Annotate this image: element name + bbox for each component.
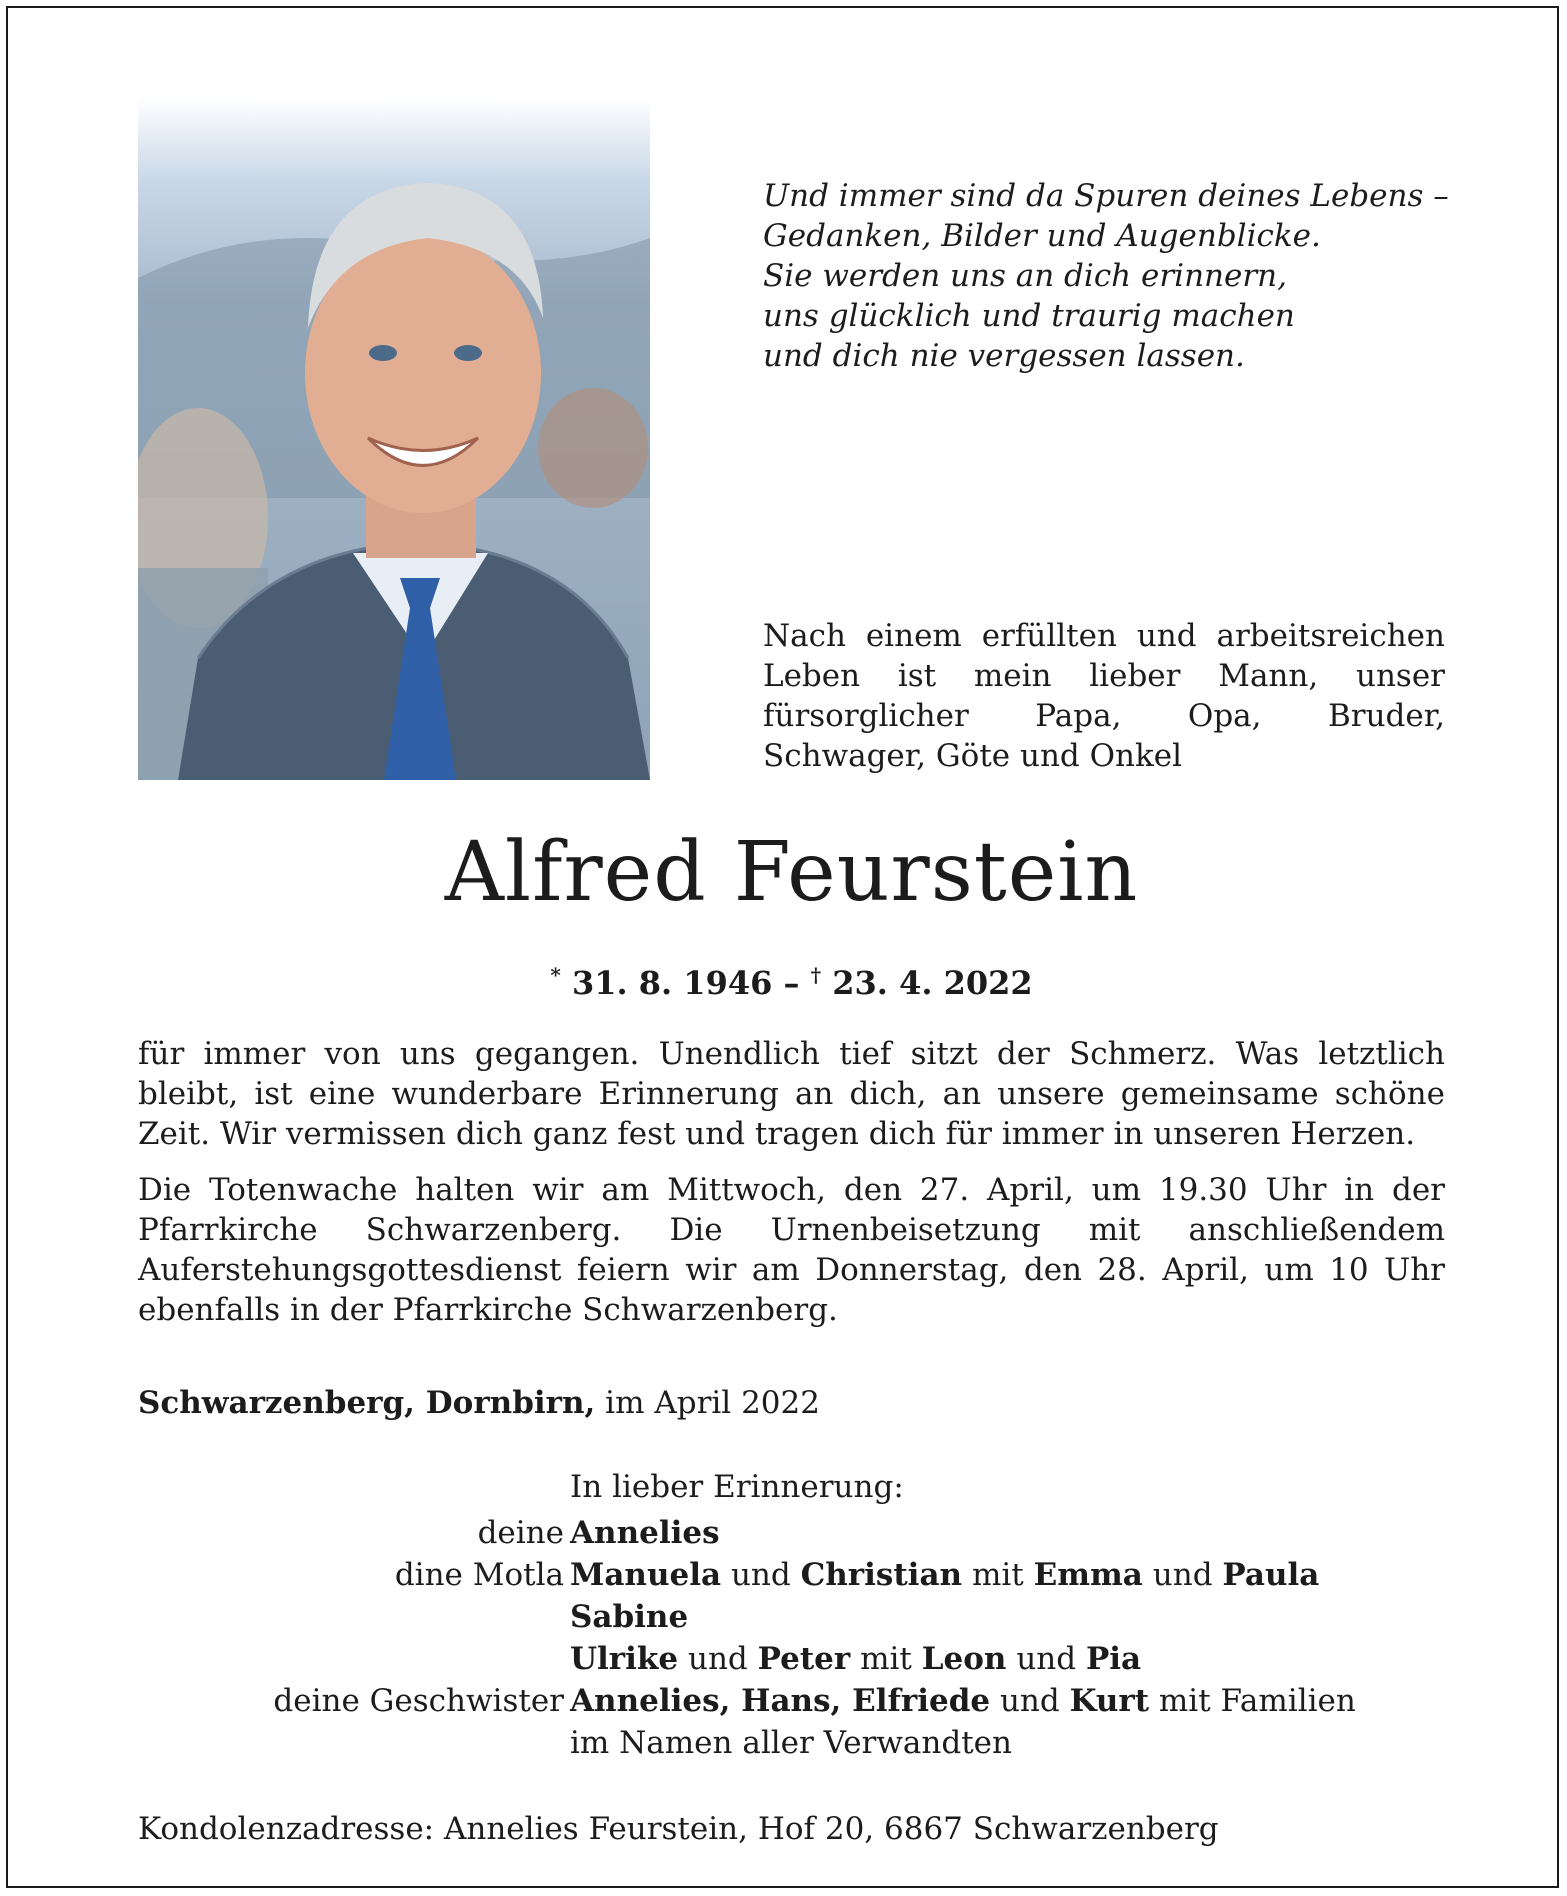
memorial-poem [763,176,1483,376]
mourner-names [570,1680,1356,1722]
intro-text: Nach einem erfüllten und arbeitsreichen Leben ist mein lieber Mann, unser fürsorglicher Papa, Opa, Bruder, Schwager, Göte und Onkel [763,618,1445,774]
mourner-name: Pia [1085,1641,1142,1677]
mourner-name: Manuela [570,1557,722,1593]
place-and-date [138,1383,820,1423]
mourner-name: Peter [757,1641,851,1677]
portrait-illustration [138,98,650,780]
birth-date: 31. 8. 1946 [571,964,773,1002]
date-separator: – [783,964,800,1002]
place-date: im April 2022 [605,1385,820,1421]
poem-line: und dich nie vergessen lassen. [763,338,1245,374]
mourner-names [570,1638,1141,1680]
obituary-frame [6,6,1559,1888]
death-symbol: † [810,963,822,987]
portrait-photo [138,98,650,780]
mourner-names [570,1596,688,1638]
deceased-name: Alfred Feurstein [444,825,1139,920]
mourner-name: Annelies, Hans, Elfriede [570,1683,991,1719]
conjunction: und [999,1683,1060,1719]
poem-line: Gedanken, Bilder und Augenblicke. [763,218,1321,254]
life-dates [8,953,1567,1005]
mourner-name: Ulrike [570,1641,679,1677]
mourner-name: Leon [921,1641,1007,1677]
death-date: 23. 4. 2022 [832,964,1033,1002]
poem-line: Sie werden uns an dich erinnern, [763,258,1287,294]
conjunction: mit [971,1557,1024,1593]
mourner-label: dine Motla [394,1557,564,1593]
paragraph-farewell: für immer von uns gegangen. Unendlich tief sitzt der Schmerz. Was letztlich bleibt, ist eine wunderbare Erinnerung an dich, an unsere gemeinsame schöne Zeit. Wir vermissen dich ganz fest und tragen dich für immer in unseren Herzen. [138,1036,1445,1152]
mourner-label: deine [477,1515,564,1551]
conjunction: mit Familien [1158,1683,1356,1719]
conjunction: und [687,1641,748,1677]
mourner-name: Sabine [570,1599,689,1635]
birth-symbol: * [550,963,561,987]
mourner-name: Paula [1222,1557,1320,1593]
conjunction: und [730,1557,791,1593]
mourner-name: Christian [800,1557,963,1593]
mourner-name: Emma [1033,1557,1143,1593]
mourner-names [570,1512,720,1554]
paragraph-funeral-details: Die Totenwache halten wir am Mittwoch, den 27. April, um 19.30 Uhr in der Pfarrkirche Schwarzenberg. Die Urnenbeisetzung mit anschließendem Auferstehungsgottesdienst feiern wir am Donnerstag, den 28. April, um 10 Uhr ebenfalls in der Pfarrkirche Schwarzenberg. [138,1172,1445,1328]
mourner-label: deine Geschwister [273,1683,564,1719]
conjunction: mit [860,1641,912,1677]
conjunction: und [1016,1641,1077,1677]
poem-line: uns glücklich und traurig machen [763,298,1295,334]
mourner-name: Kurt [1069,1683,1150,1719]
condolence-address: Kondolenzadresse: Annelies Feurstein, Hof 20, 6867 Schwarzenberg [138,1811,1219,1847]
conjunction: und [1152,1557,1213,1593]
mourner-name: Annelies [570,1515,720,1551]
mourner-names [570,1554,1319,1596]
mourners-heading: In lieber Erinnerung: [570,1469,904,1505]
place-locations: Schwarzenberg, Dornbirn, [138,1385,596,1421]
mourner-closing: im Namen aller Verwandten [570,1725,1012,1761]
poem-line: Und immer sind da Spuren deines Lebens – [763,178,1449,214]
